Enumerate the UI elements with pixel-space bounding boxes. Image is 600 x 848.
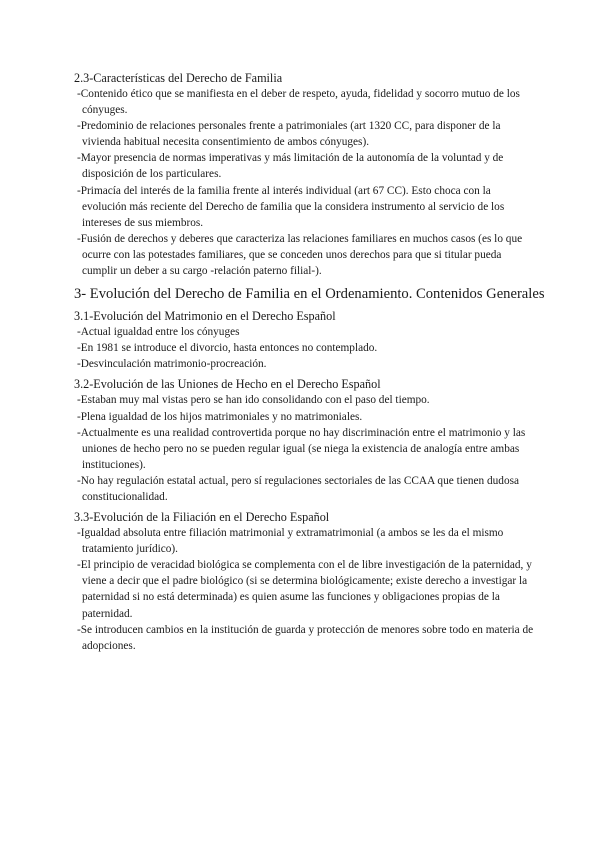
section-heading: 3.3-Evolución de la Filiación en el Derecho Español xyxy=(74,510,330,525)
list-item: -En 1981 se introduce el divorcio, hasta entonces no contemplado. xyxy=(77,342,378,355)
chapter-heading: 3- Evolución del Derecho de Familia en el Ordenamiento. Contenidos Generales xyxy=(74,286,545,303)
list-item: -El principio de veracidad biológica se complementa con el de libre investigación de la paternidad, y viene a decir que el padre biológico (si se determina biológicamente; existe derecho a investigar la paternidad si no está determinada) es quien asume las funciones y obligaciones propias de la paternidad. xyxy=(77,559,532,620)
list-item: -Primacía del interés de la familia frente al interés individual (art 67 CC). Esto choca con la evolución más reciente del Derecho de familia que la considera instrumento al servicio de los intereses de sus miembros. xyxy=(77,184,505,229)
section-heading: 2.3-Características del Derecho de Familia xyxy=(74,71,283,85)
list-item: -Igualdad absoluta entre filiación matrimonial y extramatrimonial (a ambos se les da el mismo tratamiento jurídico). xyxy=(77,527,504,556)
list-item: -Actualmente es una realidad controvertida porque no hay discriminación entre el matrimonio y las uniones de hecho pero no se pueden regular igual (se niega la existencia de analogía entre ambas instituciones). xyxy=(77,426,526,471)
section-3-3 xyxy=(74,509,534,654)
list-item: -Desvinculación matrimonio-procreación. xyxy=(77,358,267,371)
list-item: -Predominio de relaciones personales frente a patrimoniales (art 1320 CC, para disponer de la vivienda habitual necesita consentimiento de ambos cónyuges). xyxy=(77,120,501,149)
bullet-list xyxy=(74,392,534,505)
list-item: -Se introducen cambios en la institución de guarda y protección de menores sobre todo en materia de adopciones. xyxy=(77,623,534,652)
list-item: -No hay regulación estatal actual, pero sí regulaciones sectoriales de las CCAA que tienen dudosa constitucionalidad. xyxy=(77,474,520,503)
list-item: -Mayor presencia de normas imperativas y más limitación de la autonomía de la voluntad y de disposición de los particulares. xyxy=(77,152,504,181)
bullet-list xyxy=(74,86,534,279)
list-item: -Fusión de derechos y deberes que caracteriza las relaciones familiares en muchos casos (es lo que ocurre con las potestades familiares, que se conceden unos derechos para que si titular pueda cumplir un deber a su cargo -relación paterno filial-). xyxy=(77,232,523,278)
bullet-list xyxy=(74,525,534,654)
bullet-list xyxy=(74,324,534,372)
section-2-3 xyxy=(74,70,534,279)
list-item: -Estaban muy mal vistas pero se han ido consolidando con el paso del tiempo. xyxy=(77,394,430,407)
section-3-2 xyxy=(74,376,534,505)
document-content xyxy=(74,70,545,658)
list-item: -Actual igualdad entre los cónyuges xyxy=(77,326,240,339)
section-3-1 xyxy=(74,308,534,372)
list-item: -Contenido ético que se manifiesta en el deber de respeto, ayuda, fidelidad y socorro mutuo de los cónyuges. xyxy=(77,88,520,117)
section-heading: 3.2-Evolución de las Uniones de Hecho en el Derecho Español xyxy=(74,377,381,392)
section-heading: 3.1-Evolución del Matrimonio en el Derecho Español xyxy=(74,309,336,324)
list-item: -Plena igualdad de los hijos matrimoniales y no matrimoniales. xyxy=(77,410,363,423)
